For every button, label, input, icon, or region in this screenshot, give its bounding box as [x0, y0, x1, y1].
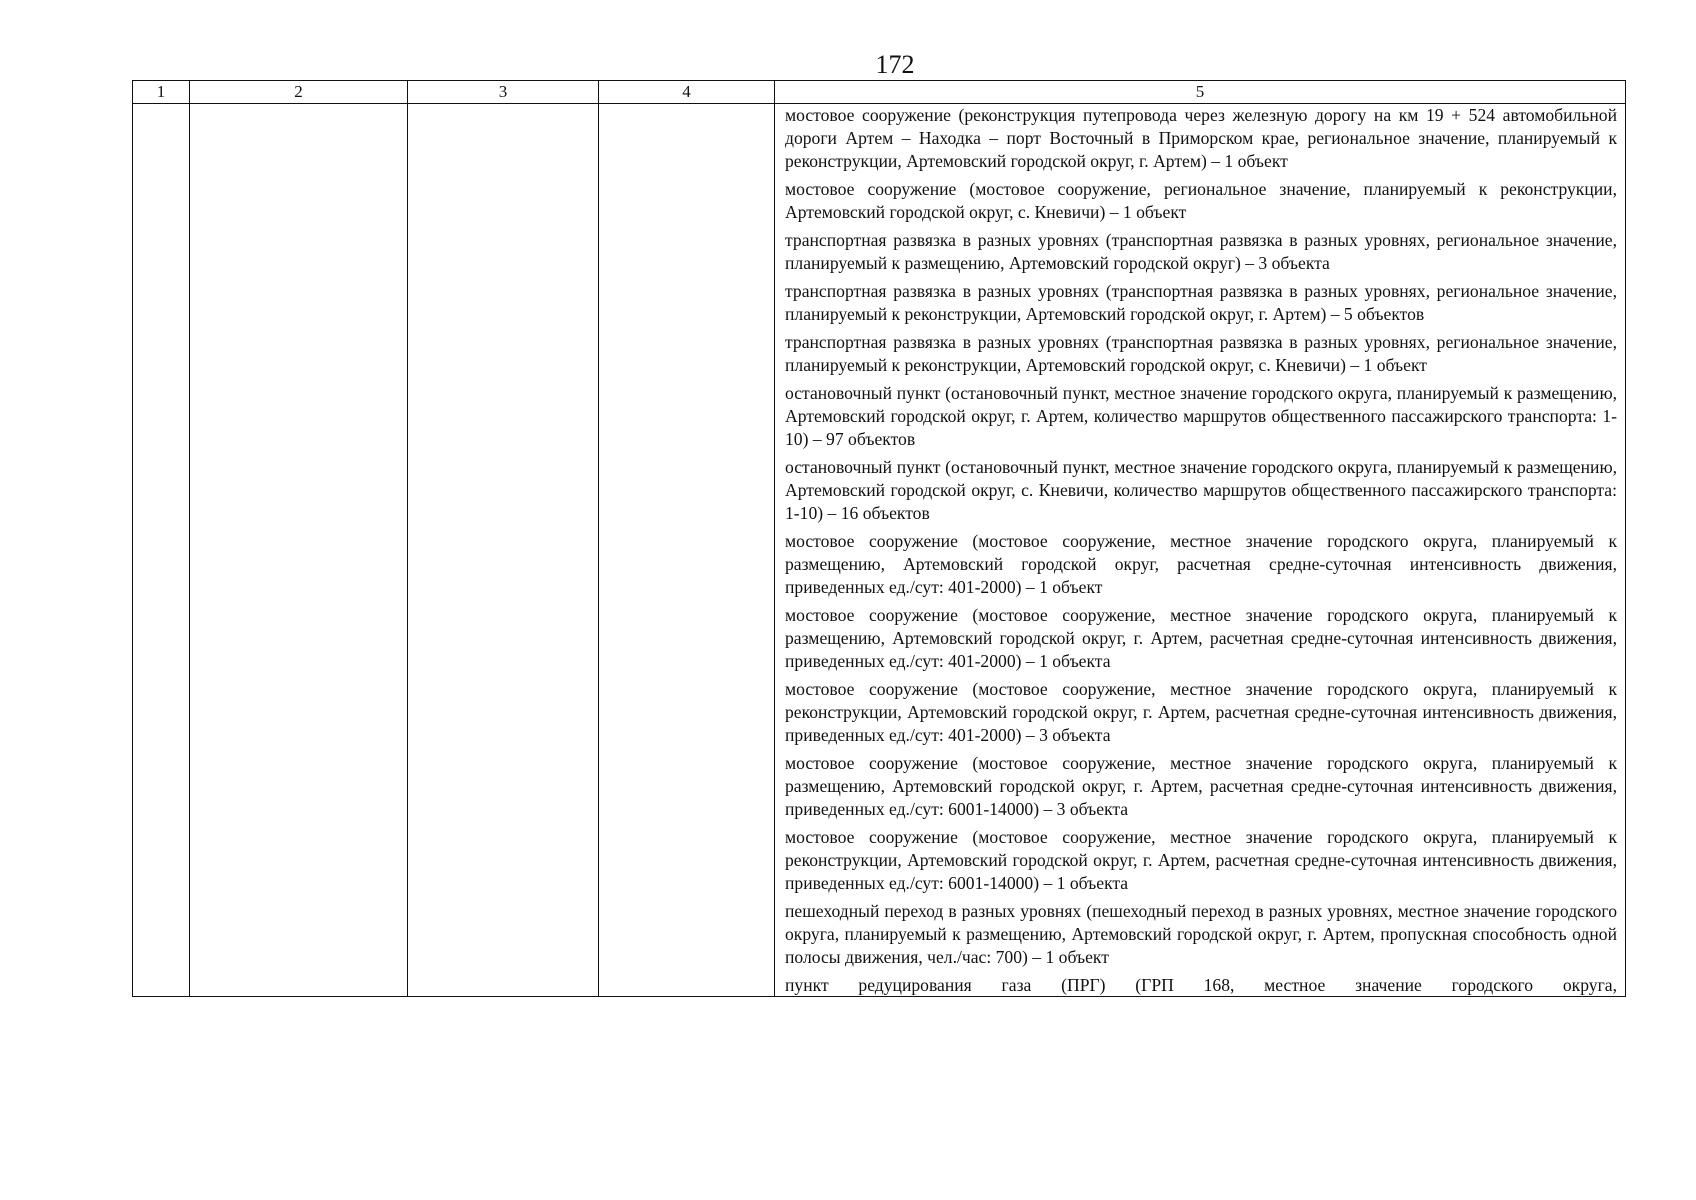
list-item: мостовое сооружение (мостовое сооружение, региональное значение, планируемый к реконструкции, Артемовский городской округ, с. Кневичи) – 1 объект: [785, 179, 1617, 222]
list-item: мостовое сооружение (мостовое сооружение, местное значение городского округа, планируемый к размещению, Артемовский городской округ, г. Артем, расчетная средне-суточная интенсивность движения, приведенных ед./сут: 401-2000) – 1 объекта: [785, 605, 1617, 671]
header-row: [133, 81, 1626, 104]
list-item: транспортная развязка в разных уровнях (транспортная развязка в разных уровнях, региональное значение, планируемый к размещению, Артемовский городской округ) – 3 объекта: [785, 230, 1617, 273]
list-item: пешеходный переход в разных уровнях (пешеходный переход в разных уровнях, местное значение городского округа, планируемый к размещению, Артемовский городской округ, г. Артем, пропускная способность одной полосы движения, чел./час: 700) – 1 объект: [785, 901, 1617, 967]
list-item: транспортная развязка в разных уровнях (транспортная развязка в разных уровнях, региональное значение, планируемый к реконструкции, Артемовский городской округ, с. Кневичи) – 1 объект: [785, 332, 1617, 375]
list-item: мостовое сооружение (мостовое сооружение, местное значение городского округа, планируемый к реконструкции, Артемовский городской округ, г. Артем, расчетная средне-суточная интенсивность движения, приведенных ед./сут: 401-2000) – 3 объекта: [785, 679, 1617, 745]
cell-col-1: [133, 104, 190, 997]
column-header-4: 4: [599, 81, 775, 104]
cell-col-5: [775, 104, 1626, 997]
document-table: [132, 80, 1626, 997]
column-header-1: 1: [133, 81, 190, 104]
list-item: пункт редуцирования газа (ПРГ) (ГРП 168, местное значение городского округа,: [785, 975, 1617, 995]
cell-col-4: [599, 104, 775, 997]
page-number: 172: [875, 50, 915, 79]
column-header-5: 5: [775, 81, 1626, 104]
column-header-2: 2: [190, 81, 408, 104]
table-row: [133, 104, 1626, 997]
cell-col-2: [190, 104, 408, 997]
list-item: остановочный пункт (остановочный пункт, местное значение городского округа, планируемый к размещению, Артемовский городской округ, г. Артем, количество маршрутов общественного пассажирского транспорта: 1-10) – 97 объектов: [785, 383, 1617, 449]
list-item: остановочный пункт (остановочный пункт, местное значение городского округа, планируемый к размещению, Артемовский городской округ, с. Кневичи, количество маршрутов общественного пассажирского транспорта: 1-10) – 16 объектов: [785, 457, 1617, 523]
list-item: мостовое сооружение (мостовое сооружение, местное значение городского округа, планируемый к размещению, Артемовский городской округ, расчетная средне-суточная интенсивность движения, приведенных ед./сут: 401-2000) – 1 объект: [785, 531, 1617, 597]
list-item: транспортная развязка в разных уровнях (транспортная развязка в разных уровнях, региональное значение, планируемый к реконструкции, Артемовский городской округ, г. Артем) – 5 объектов: [785, 281, 1617, 324]
column-header-3: 3: [408, 81, 599, 104]
list-item: мостовое сооружение (мостовое сооружение, местное значение городского округа, планируемый к размещению, Артемовский городской округ, г. Артем, расчетная средне-суточная интенсивность движения, приведенных ед./сут: 6001-14000) – 3 объекта: [785, 753, 1617, 819]
list-item: мостовое сооружение (реконструкция путепровода через железную дорогу на км 19 + 524 автомобильной дороги Артем – Находка – порт Восточный в Приморском крае, региональное значение, планируемый к реконструкции, Артемовский городской округ, г. Артем) – 1 объект: [785, 105, 1617, 171]
list-item: мостовое сооружение (мостовое сооружение, местное значение городского округа, планируемый к реконструкции, Артемовский городской округ, г. Артем, расчетная средне-суточная интенсивность движения, приведенных ед./сут: 6001-14000) – 1 объекта: [785, 827, 1617, 893]
cell-col-3: [408, 104, 599, 997]
